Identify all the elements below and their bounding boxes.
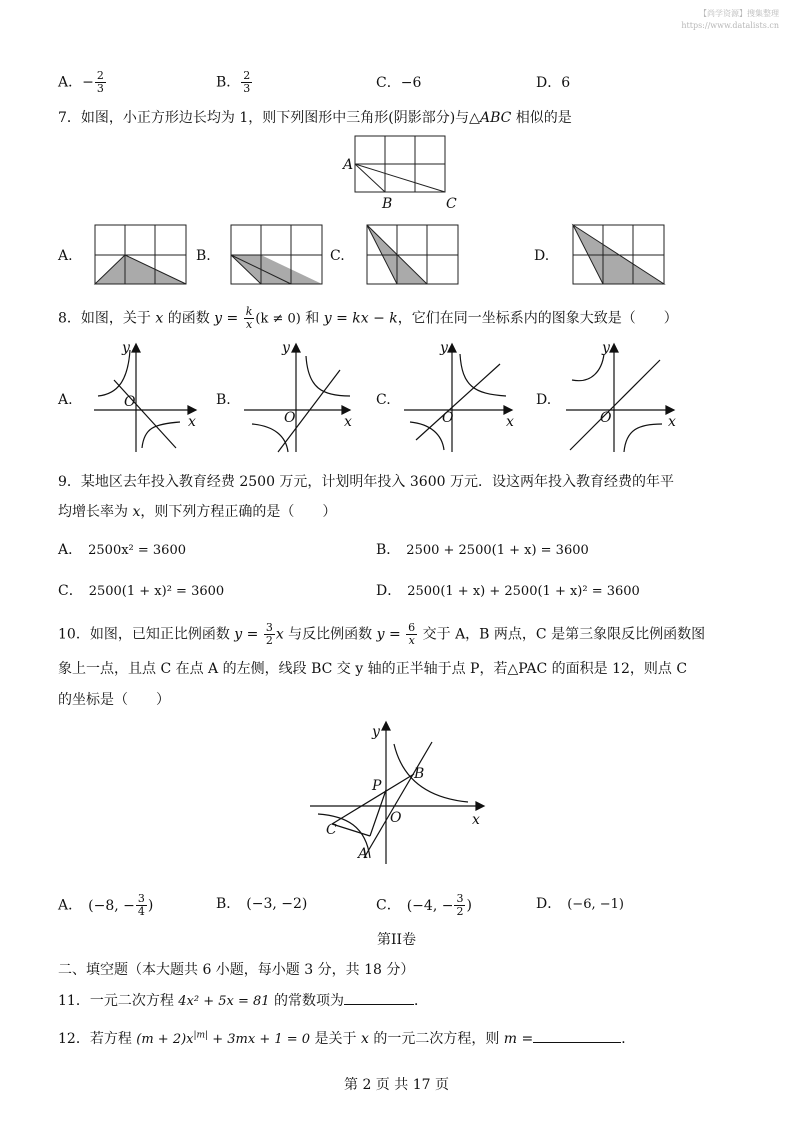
watermark-line2: https://www.datalists.cn: [681, 21, 779, 30]
q9-option-d: D． 2500(1 + x) + 2500(1 + x)² = 3600: [376, 583, 640, 599]
q10-option-c: C． (−4, − $\frac{3}{2}$ ): [376, 892, 472, 918]
q7-option-a-label: A.: [58, 248, 73, 264]
q8-graph-d: [562, 340, 682, 458]
q10-option-b: B． (−3, −2): [216, 896, 308, 912]
q7-option-c-label: C.: [330, 248, 345, 264]
watermark: [681, 8, 779, 32]
svg-text:x: x: [344, 414, 352, 430]
q6-option-b: B． $\frac{2}{3}$: [216, 69, 251, 95]
q7-option-c-figure: [366, 224, 460, 286]
q11-answer-blank[interactable]: [344, 990, 414, 1005]
q10-line3: 的坐标是（ ）: [58, 692, 170, 708]
svg-text:y: y: [602, 340, 610, 356]
q6-option-d: D．6: [536, 75, 571, 91]
q7-option-d-label: D.: [534, 248, 550, 264]
svg-text:O: O: [124, 394, 136, 410]
svg-text:y: y: [372, 724, 380, 740]
svg-text:P: P: [372, 778, 382, 794]
svg-text:O: O: [390, 810, 402, 826]
q7-option-d-figure: [572, 224, 666, 286]
q10-line2: 象上一点，且点 C 在点 A 的左侧，线段 BC 交 y 轴的正半轴于点 P，若△PAC 的面积是 12，则点 C: [58, 661, 688, 677]
q7-option-a-figure: [94, 224, 188, 286]
q12-answer-blank[interactable]: [533, 1028, 621, 1043]
svg-text:A: A: [358, 846, 369, 862]
q6-option-a: A．− $\frac{2}{3}$: [58, 69, 104, 95]
q9-option-a: A． 2500x² = 3600: [58, 542, 186, 558]
q12-text: 12．若方程 $(m + 2)x^{|m|} + 3mx + 1 = 0$ 是关于 x 的一元二次方程，则 m = ．: [58, 1028, 635, 1048]
svg-text:y: y: [122, 340, 130, 356]
svg-text:x: x: [472, 812, 480, 828]
q7-label-b: B: [382, 196, 393, 212]
svg-text:O: O: [284, 410, 296, 426]
svg-text:y: y: [282, 340, 290, 356]
svg-text:y: y: [440, 340, 448, 356]
q9-option-b: B． 2500 + 2500(1 + x) = 3600: [376, 542, 589, 558]
svg-text:C: C: [326, 822, 337, 838]
svg-text:x: x: [668, 414, 676, 430]
svg-text:B: B: [414, 766, 425, 782]
q7-label-c: C: [446, 196, 457, 212]
svg-text:O: O: [600, 410, 612, 426]
q11-text: 11．一元二次方程 4x² + 5x = 81 的常数项为 ．: [58, 990, 428, 1010]
section-heading: 二、填空题（本大题共 6 小题，每小题 3 分，共 18 分）: [58, 962, 415, 978]
q9-line1: 9．某地区去年投入教育经费 2500 万元，计划明年投入 3600 万元．设这两年投入教育经费的年平: [58, 474, 674, 490]
page-footer: 第 2 页 共 17 页: [344, 1077, 449, 1093]
watermark-line1: 【尚学资源】搜集整理: [699, 9, 779, 18]
q8-option-d-label: D.: [536, 392, 552, 408]
q10-option-d: D． (−6, −1): [536, 896, 624, 912]
q9-option-c: C． 2500(1 + x)² = 3600: [58, 583, 225, 599]
q10-option-a: A． (−8, − $\frac{3}{4}$ ): [58, 892, 154, 918]
q8-option-a-label: A.: [58, 392, 73, 408]
q10-line1: 10．如图，已知正比例函数 y = $\frac{3}{2}$ x 与反比例函数 y = $\frac{6}{x}$ 交于 A，B 两点，C 是第三象限反比例函数图: [58, 621, 706, 647]
q10-figure: [306, 718, 496, 868]
q8-graph-a: [84, 340, 204, 458]
q8-text: 8．如图，关于 x 的函数 y = $\frac{k}{x}$ (k ≠ 0) 和 y = kx − k，它们在同一坐标系内的图象大致是（ ）: [58, 305, 678, 331]
svg-text:O: O: [442, 410, 454, 426]
q8-graph-b: [238, 340, 358, 458]
svg-text:x: x: [506, 414, 514, 430]
svg-text:x: x: [188, 414, 196, 430]
q8-graph-c: [400, 340, 520, 458]
q7-option-b-figure: [230, 224, 324, 286]
q7-reference-figure: [340, 132, 460, 210]
q6-option-c: C．−6: [376, 75, 422, 91]
q8-option-c-label: C.: [376, 392, 391, 408]
q7-option-b-label: B.: [196, 248, 211, 264]
q7-label-a: A: [343, 157, 354, 173]
q9-line2: 均增长率为 x，则下列方程正确的是（ ）: [58, 504, 337, 520]
q8-option-b-label: B.: [216, 392, 231, 408]
q7-text: 7．如图，小正方形边长均为 1，则下列图形中三角形(阴影部分)与△ABC 相似的是: [58, 110, 572, 126]
volume-title: 第II卷: [376, 932, 417, 948]
